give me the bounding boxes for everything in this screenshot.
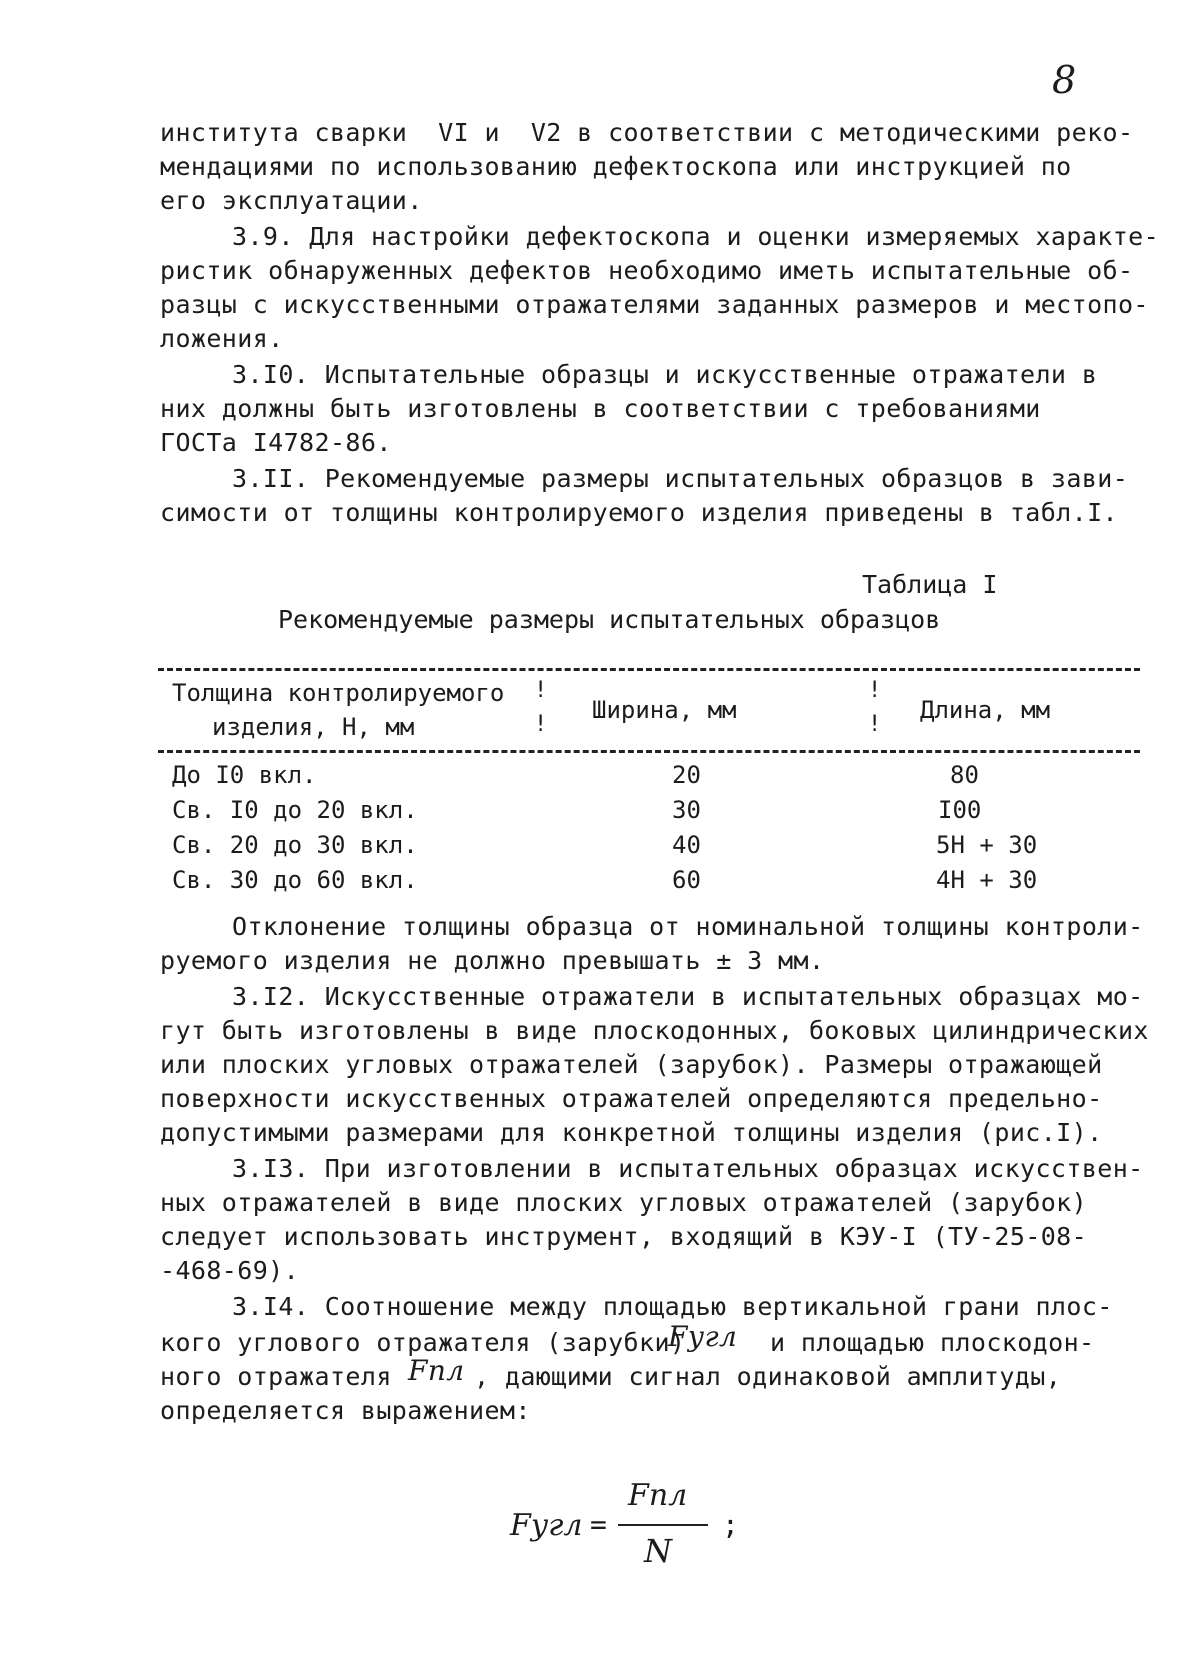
symbol-f-pl: Fпл [408,1354,465,1387]
text-line: -468-69). [160,1256,300,1285]
table-cell-thickness: Св. 30 до 60 вкл. [172,866,418,894]
text-line: 3.I3. При изготовлении в испытательных образцах искусствен- [232,1154,1144,1183]
text-line: мендациями по использованию дефектоскопа или инструкцией по [160,152,1072,181]
text-line: Отклонение толщины образца от номинальной толщины контроли- [232,912,1144,941]
table-cell-width: 60 [672,866,701,894]
text-line: поверхности искусственных отражателей определяются предельно- [160,1084,1103,1113]
table-caption: Таблица I [862,570,998,599]
column-separator: ! [868,712,882,737]
text-line: ных отражателей в виде плоских угловых отражателей (зарубок) [160,1188,1088,1217]
text-line: ристик обнаруженных дефектов необходимо иметь испытательные об- [160,256,1134,285]
text-line: ного отражателя [160,1362,392,1391]
text-line: и площадью плоскодон- [770,1328,1095,1357]
column-separator: ! [534,678,548,703]
symbol-f-ugl: Fугл [668,1320,738,1353]
text-line: или плоских угловых отражателей (зарубок). Размеры отражающей [160,1050,1103,1079]
table-cell-length: 4Н + 30 [936,866,1038,894]
text-line: 3.I2. Искусственные отражатели в испытательных образцах мо- [232,982,1144,1011]
fraction-bar [618,1524,708,1526]
header-thickness-line2: изделия, Н, мм [212,713,415,741]
formula-equals: = [590,1508,607,1541]
table-cell-thickness: До I0 вкл. [172,761,317,789]
formula-numerator: Fпл [628,1478,688,1513]
text-line: допустимыми размерами для конкретной толщины изделия (рис.I). [160,1118,1103,1147]
text-line: гут быть изготовлены в виде плоскодонных, боковых цилиндрических [160,1016,1149,1045]
header-thickness-line1: Толщина контролируемого [172,679,505,707]
formula-lhs: Fугл [510,1508,583,1543]
header-width: Ширина, мм [592,696,737,724]
column-separator: ! [868,678,882,703]
formula [510,1478,750,1588]
text-line: них должны быть изготовлены в соответствии с требованиями [160,394,1041,423]
text-line: симости от толщины контролируемого изделия приведены в табл.I. [160,498,1118,527]
table-cell-width: 20 [672,761,701,789]
text-line: руемого изделия не должно превышать ± 3 мм. [160,946,825,975]
text-line: его эксплуатации. [160,186,423,215]
table-title: Рекомендуемые размеры испытательных образцов [278,605,941,634]
text-line: определяется выражением: [160,1396,531,1425]
table-cell-width: 40 [672,831,701,859]
text-line: , дающими сигнал одинаковой амплитуды, [474,1362,1062,1391]
table-cell-length: 5Н + 30 [936,831,1038,859]
table-rule-header [158,750,1140,753]
text-line: ложения. [160,324,284,353]
table-cell-length: 80 [950,761,979,789]
text-line: института сварки VI и V2 в соответствии с методическими реко- [160,118,1134,147]
text-line: кого углового отражателя (зарубки) [160,1328,686,1357]
page-number: 8 [1052,58,1077,102]
table-cell-thickness: Св. 20 до 30 вкл. [172,831,418,859]
text-line: следует использовать инструмент, входящий в КЭУ-I (ТУ-25-08- [160,1222,1088,1251]
table-cell-width: 30 [672,796,701,824]
table-cell-length: I00 [938,796,982,824]
text-line: 3.9. Для настройки дефектоскопа и оценки измеряемых характе- [232,222,1160,251]
column-separator: ! [534,712,548,737]
text-line: ГОСТа I4782-86. [160,428,392,457]
formula-terminator: ; [722,1508,739,1541]
text-line: 3.I0. Испытательные образцы и искусственные отражатели в [232,360,1098,389]
header-length: Длина, мм [920,696,1051,724]
text-line: разцы с искусственными отражателями заданных размеров и местопо- [160,290,1149,319]
text-line: 3.I4. Соотношение между площадью вертикальной грани плос- [232,1292,1113,1321]
text-line: 3.II. Рекомендуемые размеры испытательных образцов в зави- [232,464,1129,493]
table-cell-thickness: Св. I0 до 20 вкл. [172,796,418,824]
table-rule-top [158,668,1140,671]
formula-denominator: N [644,1532,672,1570]
